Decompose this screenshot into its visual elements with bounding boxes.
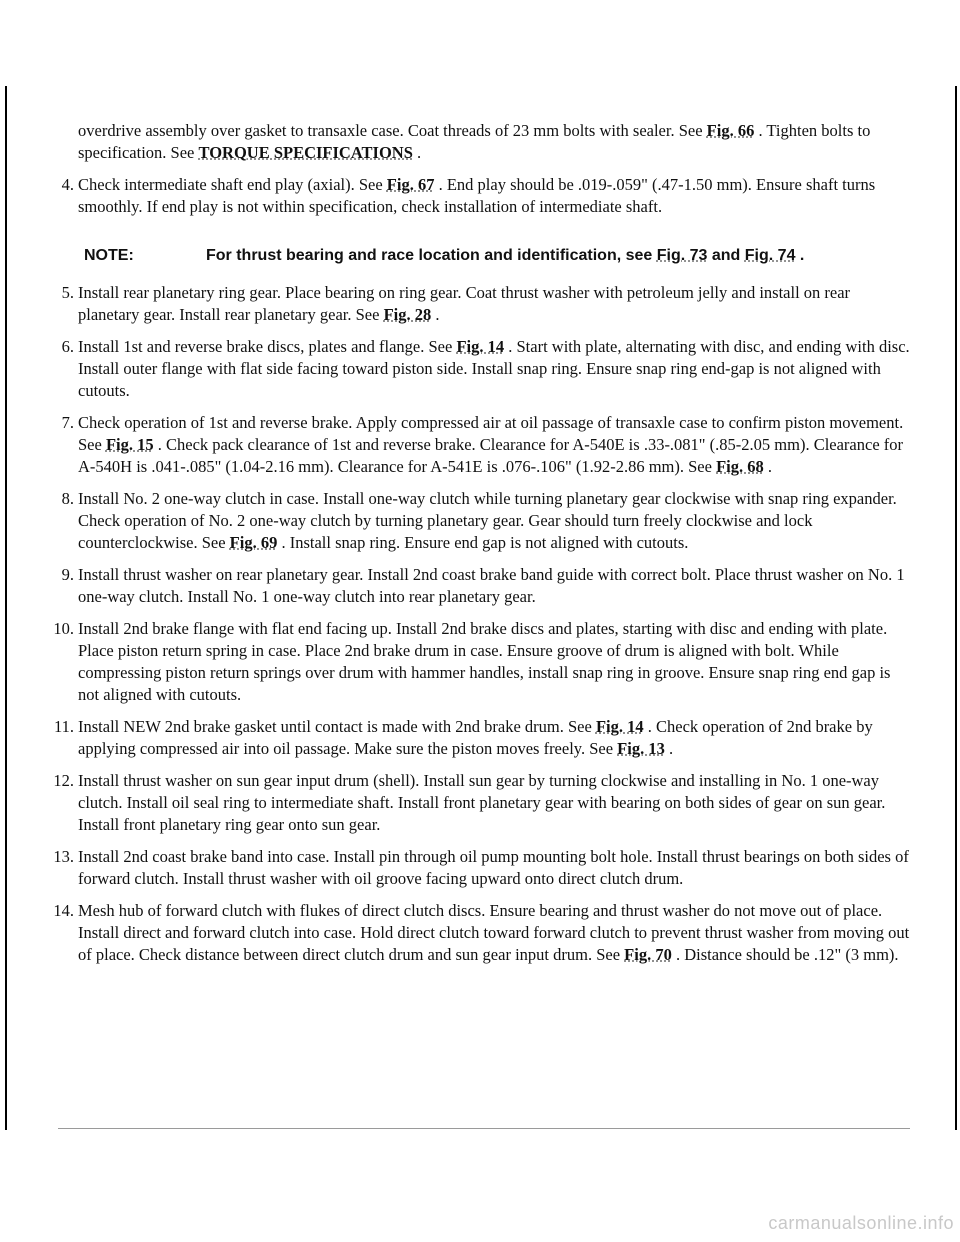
step-text: . Install snap ring. Ensure end gap is not aligned with cutouts. bbox=[277, 533, 689, 552]
manual-body bbox=[50, 120, 912, 976]
step-number: 5. bbox=[61, 283, 74, 302]
link-fig-13[interactable]: Fig. 13 bbox=[617, 739, 665, 758]
step-text: Mesh hub of forward clutch with flukes of direct clutch discs. Ensure bearing and thrust washer do not move out of place. Install direct and forward clutch into case. Hold direct clutch toward forward clutch to prevent thrust washer from moving out of place. Check distance between direct clutch drum and sun gear input drum. See bbox=[78, 901, 910, 964]
note-text bbox=[206, 244, 912, 268]
step-text: Install 1st and reverse brake discs, plates and flange. See bbox=[78, 337, 457, 356]
step-text: Install 2nd coast brake band into case. Install pin through oil pump mounting bolt hole. Install thrust bearings on both sides of forward clutch. Install thrust washer with oil groove facing upward onto direct clutch drum. bbox=[78, 847, 909, 888]
link-fig-66[interactable]: Fig. 66 bbox=[706, 121, 755, 140]
step-text: Check operation of 1st and reverse brake. Apply compressed air at oil passage of transaxle case to confirm piston movement. See bbox=[78, 413, 904, 454]
step-text: Install rear planetary ring gear. Place bearing on ring gear. Coat thrust washer with petroleum jelly and install on rear planetary gear. Install rear planetary gear. See bbox=[78, 283, 851, 324]
step-number: 14. bbox=[53, 901, 74, 920]
step-11 bbox=[50, 716, 912, 760]
watermark: carmanualsonline.info bbox=[768, 1213, 954, 1233]
note-text-part: For thrust bearing and race location and identification, see bbox=[206, 247, 657, 264]
link-fig-14[interactable]: Fig. 14 bbox=[456, 337, 505, 356]
step-number: 6. bbox=[61, 337, 74, 356]
step-4 bbox=[50, 174, 912, 218]
link-torque-specifications[interactable]: TORQUE SPECIFICATIONS bbox=[198, 143, 413, 162]
step-13 bbox=[50, 846, 912, 890]
link-fig-14[interactable]: Fig. 14 bbox=[595, 717, 644, 736]
step-5 bbox=[50, 282, 912, 326]
link-fig-67[interactable]: Fig. 67 bbox=[386, 175, 435, 194]
link-fig-73[interactable]: Fig. 73 bbox=[656, 247, 708, 264]
step-text: . Check pack clearance of 1st and reverse brake. Clearance for A-540E is .33-.081" (.85-2.05 mm). Clearance for A-540H is .041-.085" (1.04-2.16 mm). Clearance for A-541E is .076-.106" (1.92-2.86 mm). See bbox=[78, 435, 904, 476]
step-text: Install No. 2 one-way clutch in case. Install one-way clutch while turning planetary gear clockwise with snap ring expander. Check operation of No. 2 one-way clutch by turning planetary gear. Gear should turn freely clockwise and lock counterclockwise. See bbox=[78, 489, 897, 552]
step-text: . bbox=[763, 457, 772, 476]
step-text: . Start with plate, alternating with disc, and ending with disc. Install outer flange with flat side facing toward piston side. Install snap ring. Ensure snap ring end-gap is not aligned with cutouts. bbox=[78, 337, 910, 400]
step-number: 10. bbox=[53, 619, 74, 638]
left-border-rule bbox=[5, 86, 7, 1130]
step-number: 12. bbox=[53, 771, 74, 790]
step-text: Install NEW 2nd brake gasket until contact is made with 2nd brake drum. See bbox=[78, 717, 596, 736]
step-9 bbox=[50, 564, 912, 608]
link-fig-74[interactable]: Fig. 74 bbox=[744, 247, 796, 264]
intro-paragraph bbox=[50, 120, 912, 164]
link-fig-69[interactable]: Fig. 69 bbox=[229, 533, 278, 552]
intro-text: overdrive assembly over gasket to transaxle case. Coat threads of 23 mm bolts with sealer. See bbox=[78, 121, 707, 140]
step-8 bbox=[50, 488, 912, 554]
step-12 bbox=[50, 770, 912, 836]
step-text: . Distance should be .12" (3 mm). bbox=[671, 945, 899, 964]
note-text-part: . bbox=[795, 247, 805, 264]
link-fig-70[interactable]: Fig. 70 bbox=[624, 945, 672, 964]
step-text: Install thrust washer on rear planetary gear. Install 2nd coast brake band guide with correct bolt. Place thrust washer on No. 1 one-way clutch. Install No. 1 one-way clutch into rear planetary gear. bbox=[78, 565, 905, 606]
link-fig-15[interactable]: Fig. 15 bbox=[105, 435, 154, 454]
step-number: 9. bbox=[61, 565, 74, 584]
step-number: 8. bbox=[61, 489, 74, 508]
step-text: . bbox=[431, 305, 440, 324]
step-14 bbox=[50, 900, 912, 966]
step-number: 11. bbox=[53, 717, 74, 736]
step-10 bbox=[50, 618, 912, 706]
note-text-part: and bbox=[707, 247, 745, 264]
link-fig-68[interactable]: Fig. 68 bbox=[716, 457, 764, 476]
note-block bbox=[78, 244, 912, 268]
step-number: 13. bbox=[53, 847, 74, 866]
link-fig-28[interactable]: Fig. 28 bbox=[383, 305, 432, 324]
right-border-rule bbox=[955, 86, 957, 1130]
step-text: Check intermediate shaft end play (axial). See bbox=[78, 175, 387, 194]
step-text: Install thrust washer on sun gear input drum (shell). Install sun gear by turning clockwise and installing in No. 1 one-way clutch. Install oil seal ring to intermediate shaft. Install front planetary gear with bearing on both sides of gear on sun gear. Install front planetary ring gear onto sun gear. bbox=[78, 771, 886, 834]
step-number: 4. bbox=[61, 175, 74, 194]
step-text: Install 2nd brake flange with flat end facing up. Install 2nd brake discs and plates, starting with disc and ending with plate. Place piston return spring in case. Place 2nd brake drum in case. Ensure groove of drum is aligned with bolt. While compressing piston return springs over drum with hammer handles, install snap ring in groove. Ensure snap ring end gap is not aligned with cutouts. bbox=[78, 619, 891, 704]
step-6 bbox=[50, 336, 912, 402]
step-number: 7. bbox=[61, 413, 74, 432]
step-text: . Check operation of 2nd brake by applying compressed air into oil passage. Make sure the piston moves freely. See bbox=[78, 717, 873, 758]
intro-text: . bbox=[412, 143, 422, 162]
step-7 bbox=[50, 412, 912, 478]
footer-rule bbox=[58, 1128, 910, 1129]
intro-text: . Tighten bolts to specification. See bbox=[78, 121, 871, 162]
step-text: . bbox=[664, 739, 674, 758]
step-text: . End play should be .019-.059" (.47-1.50 mm). Ensure shaft turns smoothly. If end play is not within specification, check installation of intermediate shaft. bbox=[78, 175, 876, 216]
note-label: NOTE: bbox=[84, 247, 134, 264]
